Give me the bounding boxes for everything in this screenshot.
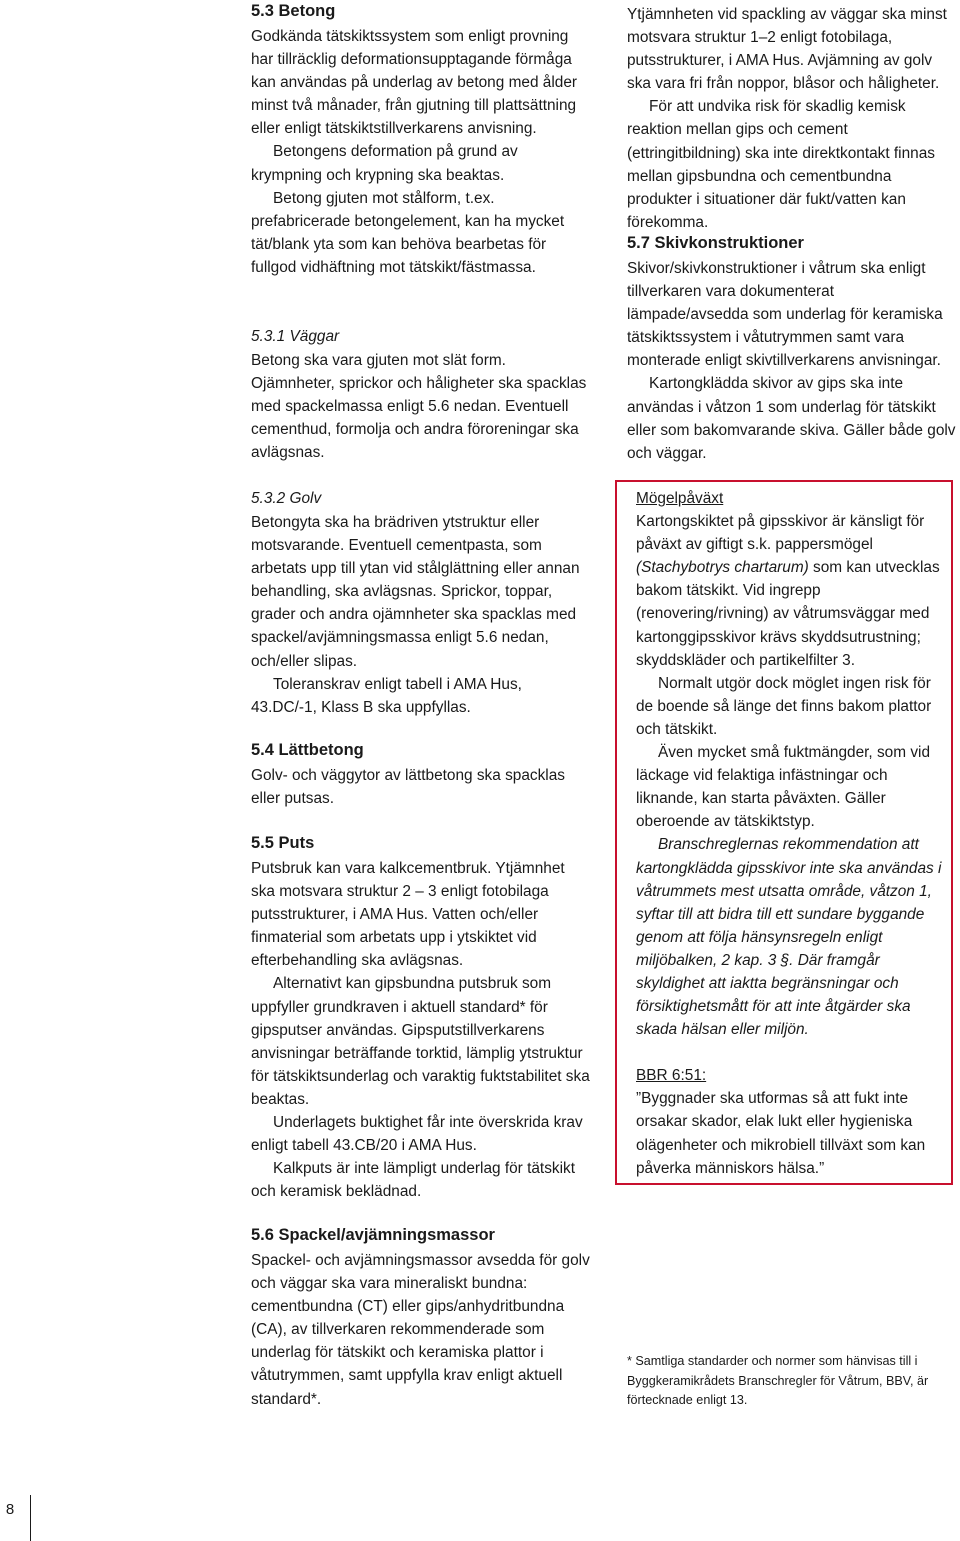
paragraph: Godkända tätskiktssystem som enligt provning har tillräcklig deformationsupptagande förmåga kan användas på underlag av betong med ålder minst två månader, från gjutning till plattsättning eller enligt tätskiktstillverkarens anvisning. [251,28,578,138]
section-5-3-2-heading: 5.3.2 Golv [251,490,322,507]
paragraph: Betongyta ska ha brädriven ytstruktur eller motsvarande. Eventuell cementpasta, som arbetats upp till ytan vid stålglättning eller annan behandling, ska avlägsnas. Sprickor, toppar, grader och andra ojämnheter ska spacklas med spackel/avjämningsmassa enligt 5.6 nedan, och/eller slipas. [251,514,580,670]
section-5-4 [251,739,591,810]
paragraph: Underlagets buktighet får inte överskrida krav enligt tabell 43.CB/20 i AMA Hus. [251,1114,583,1155]
section-5-7-heading: 5.7 Skivkonstruktioner [627,234,804,252]
section-5-6 [251,1224,591,1411]
info-box [636,487,948,1180]
paragraph: Golv- och väggytor av lättbetong ska spacklas eller putsas. [251,767,565,808]
section-5-3-1-heading: 5.3.1 Väggar [251,328,340,345]
section-5-6-heading: 5.6 Spackel/avjämningsmassor [251,1226,495,1244]
section-5-5 [251,832,591,1203]
page-number: 8 [5,1501,15,1518]
paragraph: Betong ska vara gjuten mot slät form. Ojämnheter, sprickor och håligheter ska spacklas med spackelmassa enligt 5.6 nedan. Eventuell cementhud, formolja och andra föroreningar ska avlägsnas. [251,352,587,462]
paragraph [636,510,948,672]
paragraph: Toleranskrav enligt tabell i AMA Hus, 43.DC/-1, Klass B ska uppfyllas. [251,675,522,716]
text-span: Kartongskiktet på gipsskivor är känsligt för påväxt av giftigt s.k. pappersmögel [636,513,925,554]
paragraph: Kalkputs är inte lämpligt underlag för tätskikt och keramisk beklädnad. [251,1160,575,1201]
paragraph: Betongens deformation på grund av krympning och krypning ska beaktas. [251,143,518,184]
species-name: (Stachybotrys chartarum) [636,559,809,577]
section-5-4-heading: 5.4 Lättbetong [251,741,364,759]
bbr-quote: ”Byggnader ska utformas så att fukt inte orsakar skador, elak lukt eller hygieniska olägenheter och mikrobiell tillväxt som kan påverka människors hälsa.” [636,1090,926,1177]
section-5-3 [251,0,591,279]
paragraph: Betong gjuten mot stålform, t.ex. prefabricerade betongelement, kan ha mycket tät/blank yta som kan behöva bearbetas för fullgod vidhäftning mot tätskikt/fästmassa. [251,189,565,276]
bbr-heading: BBR 6:51: [636,1067,707,1085]
text-span: som kan utvecklas bakom tätskikt. Vid ingrepp (renovering/rivning) av våtrumsväggar med kartonggipsskivor krävs skyddsutrustning; skyddskläder och partikelfilter 3. [636,559,940,669]
paragraph: För att undvika risk för skadlig kemisk reaktion mellan gips och cement (ettringitbildning) ska inte direktkontakt finnas mellan gipsbundna och cementbundna produkter i situationer där fukt/vatten kan förekomma. [627,98,935,231]
paragraph: Kartongklädda skivor av gips ska inte användas i våtzon 1 som underlag för tätskikt eller som bakomvarande skiva. Gäller både golv och väggar. [627,375,956,462]
section-5-3-heading: 5.3 Betong [251,2,336,20]
section-5-5-heading: 5.5 Puts [251,834,315,852]
paragraph: Ytjämnheten vid spackling av väggar ska minst motsvara struktur 1–2 enligt fotobilaga, putsstrukturer, i AMA Hus. Avjämning av golv ska vara fri från noppor, blåsor och håligheter. [627,6,947,93]
page-divider [30,1495,31,1541]
footnote: * Samtliga standarder och normer som hänvisas till i Byggkeramikrådets Branschregler för Våtrum, BBV, är förtecknade enligt 13. [627,1354,929,1407]
paragraph: Putsbruk kan vara kalkcementbruk. Ytjämnhet ska motsvara struktur 2 – 3 enligt fotobilaga putsstrukturer, i AMA Hus. Vatten och/eller finmaterial som arbetats upp i ytskiktet vid efterbehandling ska avlägsnas. [251,860,565,970]
paragraph: Skivor/skivkonstruktioner i våtrum ska enligt tillverkaren vara dokumenterat lämpade/avsedda som underlag för keramiska tätskiktssystem i våtutrymmen samt vara monterade enligt skivtillverkarens anvisningar. [627,260,943,370]
info-box-heading: Mögelpåväxt [636,490,724,507]
section-5-3-1 [251,325,591,464]
paragraph: Normalt utgör dock möglet ingen risk för de boende så länge det finns bakom plattor och tätskikt. [636,674,932,738]
paragraph: Branschreglernas rekommendation att kartongklädda gipsskivor inte ska användas i våtrummets mest utsatta område, våtzon 1, syftar till att bidra till ett sundare byggande genom att följa hänsynsregeln enligt miljöbalken, 2 kap. 3 §. Där framgår skyldighet att iaktta begränsningar och försiktighetsmått för att inte åtgärder ska skada hälsan eller miljön. [636,836,942,1039]
spackel-continued [627,3,957,234]
section-5-7 [627,232,957,465]
paragraph: Spackel- och avjämningsmassor avsedda för golv och väggar ska vara mineraliskt bundna: cementbundna (CT) eller gips/anhydritbundna (CA), av tillverkaren rekommenderade som underlag för tätskikt och keramiska plattor i våtutrymmen, samt uppfylla krav enligt aktuell standard*. [251,1252,590,1408]
section-5-3-2 [251,487,591,719]
paragraph: Även mycket små fuktmängder, som vid läckage vid felaktiga infästningar och liknande, kan starta påväxten. Gäller oberoende av tätskiktstyp. [636,744,931,831]
paragraph: Alternativt kan gipsbundna putsbruk som uppfyller grundkraven i aktuell standard* för gipsputser användas. Gipsputstillverkarens anvisningar beträffande torktid, lämplig ytstruktur för tätskiktsunderlag och varaktig fuktstabilitet ska beaktas. [251,975,590,1108]
